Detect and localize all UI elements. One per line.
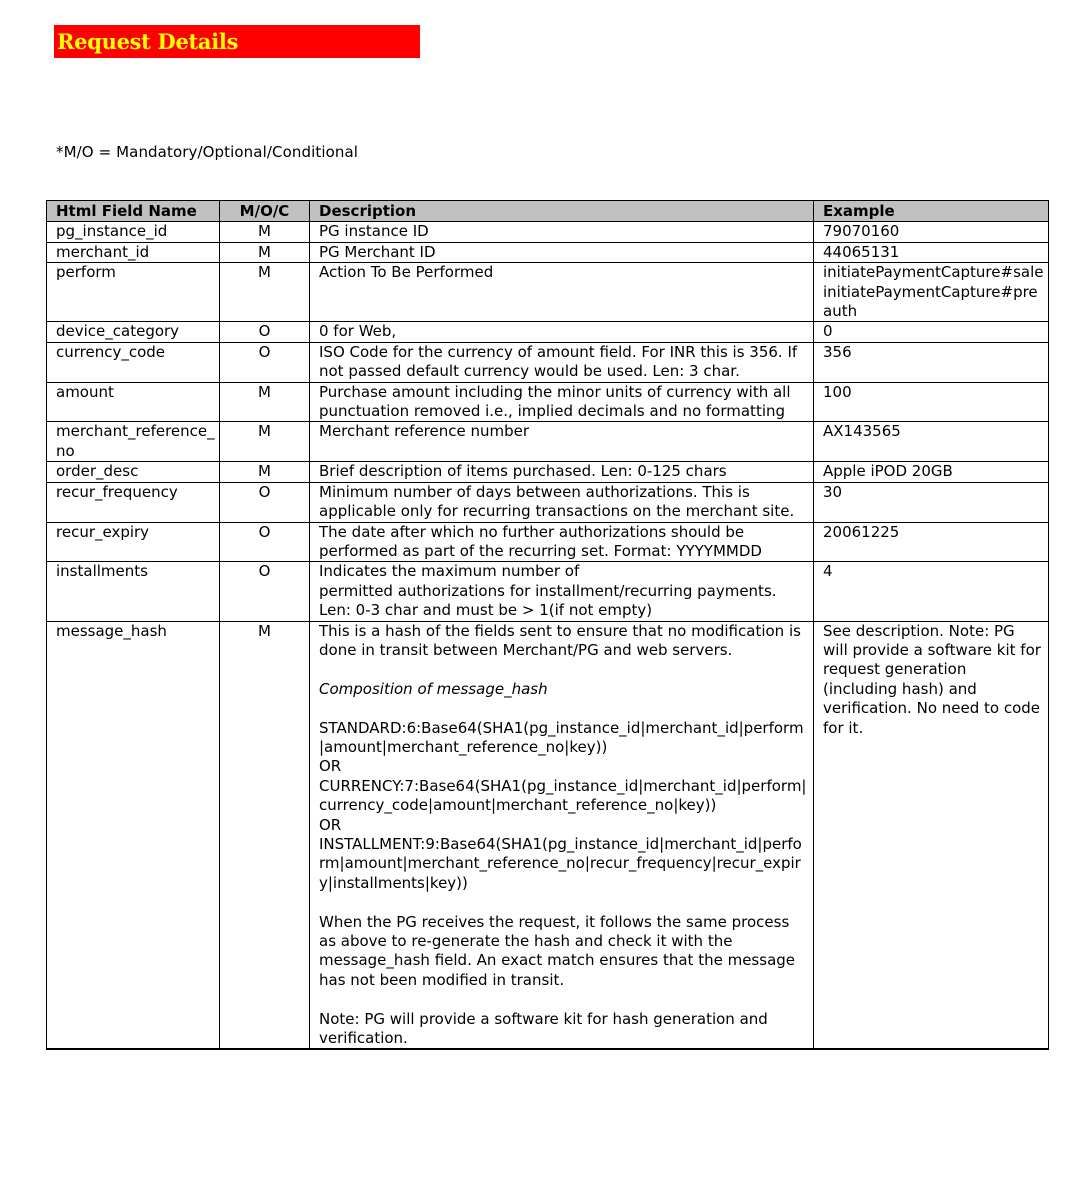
description-line: permitted authorizations for installment/recurring payments. Len: 0-3 char and must be > 1(if not empty) bbox=[319, 581, 777, 620]
field-name: merchant_reference_no bbox=[47, 422, 220, 462]
field-description: 0 for Web, bbox=[310, 322, 814, 342]
moc-value: M bbox=[220, 462, 310, 482]
hash-note: Note: PG will provide a software kit for hash generation and verification. bbox=[319, 1009, 768, 1047]
table-row bbox=[47, 342, 1049, 382]
field-example: 4 bbox=[814, 562, 1049, 621]
table-row bbox=[47, 562, 1049, 621]
field-description bbox=[310, 621, 814, 1049]
description-line: Indicates the maximum number of bbox=[319, 562, 580, 581]
field-name: installments bbox=[47, 562, 220, 621]
field-description: Action To Be Performed bbox=[310, 263, 814, 322]
moc-value: M bbox=[220, 422, 310, 462]
table-row bbox=[47, 382, 1049, 422]
hash-intro: This is a hash of the fields sent to ensure that no modification is done in transit between Merchant/PG and web servers. bbox=[319, 621, 801, 659]
field-name: perform bbox=[47, 263, 220, 322]
field-name: currency_code bbox=[47, 342, 220, 382]
moc-value: O bbox=[220, 322, 310, 342]
moc-value: O bbox=[220, 342, 310, 382]
moc-value: M bbox=[220, 263, 310, 322]
field-name: amount bbox=[47, 382, 220, 422]
field-description: PG instance ID bbox=[310, 222, 814, 242]
hash-standard-formula: STANDARD:6:Base64(SHA1(pg_instance_id|merchant_id|perform|amount|merchant_reference_no|key)) bbox=[319, 718, 804, 756]
header-moc: M/O/C bbox=[220, 201, 310, 222]
field-name: device_category bbox=[47, 322, 220, 342]
table-header-row bbox=[47, 201, 1049, 222]
header-description: Description bbox=[310, 201, 814, 222]
field-example: 20061225 bbox=[814, 522, 1049, 562]
field-description: Purchase amount including the minor units of currency with all punctuation removed i.e., implied decimals and no formatting bbox=[310, 382, 814, 422]
table-row bbox=[47, 222, 1049, 242]
table-row bbox=[47, 322, 1049, 342]
hash-or-separator: OR bbox=[319, 815, 342, 834]
page-title: Request Details bbox=[57, 29, 239, 54]
field-description: PG Merchant ID bbox=[310, 242, 814, 262]
field-name: recur_frequency bbox=[47, 482, 220, 522]
hash-composition-heading: Composition of message_hash bbox=[319, 679, 548, 698]
table-row bbox=[47, 522, 1049, 562]
hash-or-separator: OR bbox=[319, 757, 342, 776]
field-example bbox=[814, 263, 1049, 322]
field-example: 79070160 bbox=[814, 222, 1049, 242]
moc-value: O bbox=[220, 522, 310, 562]
field-name: message_hash bbox=[47, 621, 220, 1049]
table-row bbox=[47, 242, 1049, 262]
header-field-name: Html Field Name bbox=[47, 201, 220, 222]
field-example: 0 bbox=[814, 322, 1049, 342]
moc-legend-note: *M/O = Mandatory/Optional/Conditional bbox=[56, 143, 359, 161]
field-name: pg_instance_id bbox=[47, 222, 220, 242]
field-example: Apple iPOD 20GB bbox=[814, 462, 1049, 482]
field-name: merchant_id bbox=[47, 242, 220, 262]
header-example: Example bbox=[814, 201, 1049, 222]
table-row bbox=[47, 482, 1049, 522]
table-row bbox=[47, 462, 1049, 482]
moc-value: M bbox=[220, 621, 310, 1049]
moc-value: O bbox=[220, 562, 310, 621]
field-example: AX143565 bbox=[814, 422, 1049, 462]
example-line: initiatePaymentCapture#preauth bbox=[823, 282, 1038, 321]
field-example: 100 bbox=[814, 382, 1049, 422]
moc-value: O bbox=[220, 482, 310, 522]
moc-value: M bbox=[220, 382, 310, 422]
field-example: 44065131 bbox=[814, 242, 1049, 262]
field-description: Brief description of items purchased. Len: 0-125 chars bbox=[310, 462, 814, 482]
hash-installment-formula: INSTALLMENT:9:Base64(SHA1(pg_instance_id|merchant_id|perform|amount|merchant_reference_no|recur_frequency|recur_expiry|installments|key)) bbox=[319, 834, 802, 892]
hash-verification-text: When the PG receives the request, it follows the same process as above to re-generate the hash and check it with the message_hash field. An exact match ensures that the message has not been modified in transit. bbox=[319, 912, 796, 989]
field-name: recur_expiry bbox=[47, 522, 220, 562]
page-title-banner bbox=[54, 25, 420, 58]
table-row bbox=[47, 621, 1049, 1049]
table-row bbox=[47, 263, 1049, 322]
field-description: The date after which no further authorizations should be performed as part of the recurring set. Format: YYYYMMDD bbox=[310, 522, 814, 562]
field-example: 356 bbox=[814, 342, 1049, 382]
table-row bbox=[47, 422, 1049, 462]
field-description bbox=[310, 562, 814, 621]
moc-value: M bbox=[220, 242, 310, 262]
field-description: Merchant reference number bbox=[310, 422, 814, 462]
moc-value: M bbox=[220, 222, 310, 242]
example-line: initiatePaymentCapture#sale bbox=[823, 263, 1044, 282]
field-name: order_desc bbox=[47, 462, 220, 482]
hash-currency-formula: CURRENCY:7:Base64(SHA1(pg_instance_id|merchant_id|perform|currency_code|amount|merchant_reference_no|key)) bbox=[319, 776, 807, 815]
field-description: Minimum number of days between authorizations. This is applicable only for recurring transactions on the merchant site. bbox=[310, 482, 814, 522]
field-example: 30 bbox=[814, 482, 1049, 522]
field-example: See description. Note: PG will provide a software kit for request generation (including hash) and verification. No need to code for it. bbox=[814, 621, 1049, 1049]
request-fields-table bbox=[46, 200, 1049, 1050]
field-description: ISO Code for the currency of amount field. For INR this is 356. If not passed default currency would be used. Len: 3 char. bbox=[310, 342, 814, 382]
